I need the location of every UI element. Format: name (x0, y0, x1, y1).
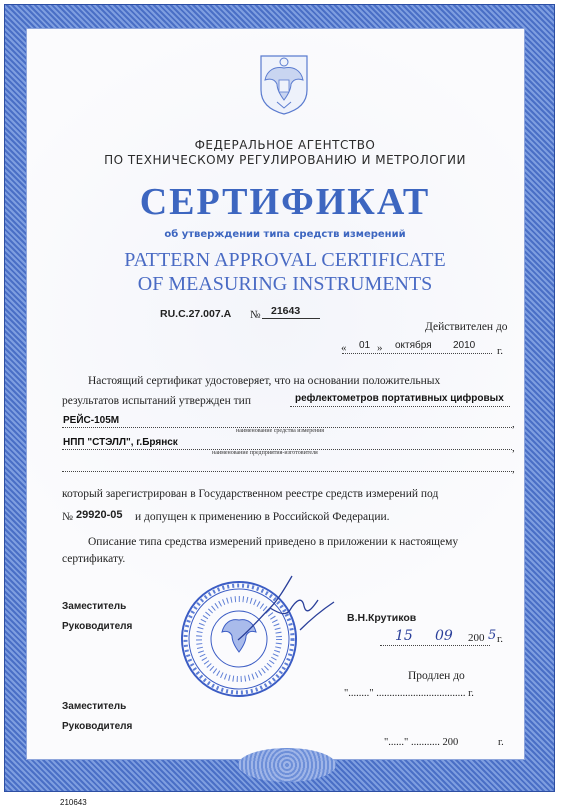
valid-date-line (342, 353, 492, 354)
valid-until-label: Действителен до (425, 321, 508, 333)
registry-statement-line-1: который зарегистрирован в Государственном реестре средств измерений под (62, 488, 439, 500)
signatory-role-2-line-1: Заместитель (62, 701, 127, 712)
signatory-role-2 (62, 697, 132, 737)
signatory-role-1 (62, 597, 132, 637)
signatory-role-1-line-1: Заместитель (62, 601, 127, 612)
signature-date-1-year-digit: 5 (488, 628, 497, 643)
instrument-type-line (290, 406, 510, 407)
valid-year: 2010 (453, 340, 476, 351)
agency-line-2: ПО ТЕХНИЧЕСКОМУ РЕГУЛИРОВАНИЮ И МЕТРОЛОГИИ (104, 153, 466, 167)
certificate-subtitle: об утверждении типа средств измерений (164, 229, 406, 240)
valid-day: 01 (359, 340, 371, 351)
instrument-caption: наименование средства измерения (236, 428, 325, 434)
certificate-number: 21643 (271, 305, 301, 317)
signatory-name-1: В.Н.Крутиков (347, 612, 417, 624)
number-sign: № (250, 309, 261, 321)
coat-of-arms-emblem (255, 50, 313, 116)
blank-line (62, 471, 512, 472)
registry-number: 29920-05 (76, 509, 123, 521)
manufacturer-name: НПП "СТЭЛЛ", г.Брянск (63, 437, 178, 448)
english-title-line-1: PATTERN APPROVAL CERTIFICATE (124, 249, 446, 271)
signature-date-2-suffix: г. (498, 737, 504, 748)
extended-until-date-placeholder: "........" .................................. г. (344, 688, 474, 699)
description-statement-line-2: сертификату. (62, 553, 126, 565)
signature-date-1-month: 09 (435, 628, 453, 644)
valid-quote-open: « (341, 342, 347, 354)
registry-number-sign: № (62, 511, 73, 523)
signature-date-1-year-prefix: 200 (468, 632, 485, 644)
certificate-statement-line-2: результатов испытаний утвержден тип (62, 395, 251, 407)
blank-line-comma: , (512, 463, 515, 475)
instrument-type: рефлектометров портативных цифровых (295, 393, 504, 404)
certificate-statement-line-1: Настоящий сертификат удостоверяет, что на основании положительных (88, 375, 441, 387)
certificate-title: СЕРТИФИКАТ (139, 181, 431, 223)
valid-quote-close: » (377, 342, 383, 354)
agency-name (0, 138, 570, 168)
serial-number: 210643 (60, 798, 87, 807)
signature-date-1-suffix: г. (497, 633, 504, 645)
english-title-line-2: OF MEASURING INSTRUMENTS (137, 273, 433, 295)
manufacturer-line-comma: , (512, 442, 515, 454)
bottom-ornament (238, 748, 336, 782)
signatory-role-2-line-2: Руководителя (62, 721, 133, 732)
certificate-title-english (0, 248, 570, 296)
signatory-role-1-line-2: Руководителя (62, 621, 133, 632)
registry-statement-line-2: и допущен к применению в Российской Федерации. (135, 511, 390, 523)
certificate-code: RU.C.27.007.A (160, 308, 232, 320)
valid-year-suffix: г. (497, 345, 504, 357)
instrument-name: РЕЙС-105М (63, 415, 120, 426)
agency-line-1: ФЕДЕРАЛЬНОЕ АГЕНТСТВО (194, 138, 376, 152)
handwritten-signature (230, 570, 340, 650)
description-statement-line-1: Описание типа средства измерений приведено в приложении к настоящему (88, 536, 459, 548)
instrument-line-comma: , (512, 418, 515, 430)
signature-date-2-placeholder: "......" ........... 200 (384, 737, 459, 748)
number-underline (262, 318, 320, 319)
extended-until-label: Продлен до (408, 670, 465, 682)
signature-date-1-day: 15 (395, 628, 413, 644)
manufacturer-caption: наименование предприятия-изготовителя (212, 450, 318, 456)
valid-month: октября (395, 340, 432, 351)
signature-date-1-line (380, 645, 490, 646)
